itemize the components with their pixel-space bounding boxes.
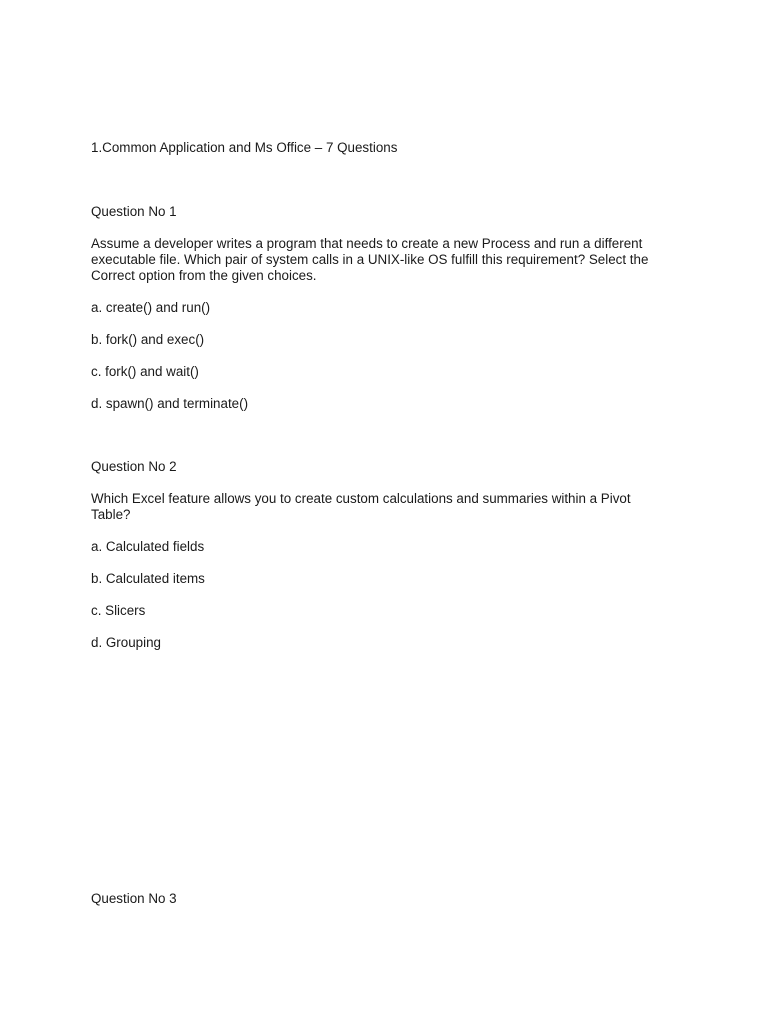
question-1-text-line: executable file. Which pair of system calls in a UNIX-like OS fulfill this requirement? Select the <box>91 252 649 268</box>
question-2-option-c: c. Slicers <box>91 603 146 618</box>
question-1-text <box>91 236 691 285</box>
question-1-text-line: Assume a developer writes a program that needs to create a new Process and run a different <box>91 236 643 251</box>
section-title: 1.Common Application and Ms Office – 7 Questions <box>91 140 398 155</box>
question-2-text-line: Table? <box>91 507 131 523</box>
question-1-option-a: a. create() and run() <box>91 300 211 315</box>
question-2-text-line: Which Excel feature allows you to create custom calculations and summaries within a Pivot <box>91 491 631 506</box>
question-1-option-d: d. spawn() and terminate() <box>91 396 249 411</box>
question-1-option-c: c. fork() and wait() <box>91 364 199 379</box>
question-1-text-line: Correct option from the given choices. <box>91 268 317 284</box>
question-2-text <box>91 491 691 523</box>
question-2-heading: Question No 2 <box>91 459 177 474</box>
question-2-option-a: a. Calculated fields <box>91 539 205 554</box>
question-2-option-b: b. Calculated items <box>91 571 205 586</box>
question-1-heading: Question No 1 <box>91 204 177 219</box>
question-3-heading: Question No 3 <box>91 891 177 906</box>
question-2-option-d: d. Grouping <box>91 635 161 650</box>
question-1-option-b: b. fork() and exec() <box>91 332 205 347</box>
